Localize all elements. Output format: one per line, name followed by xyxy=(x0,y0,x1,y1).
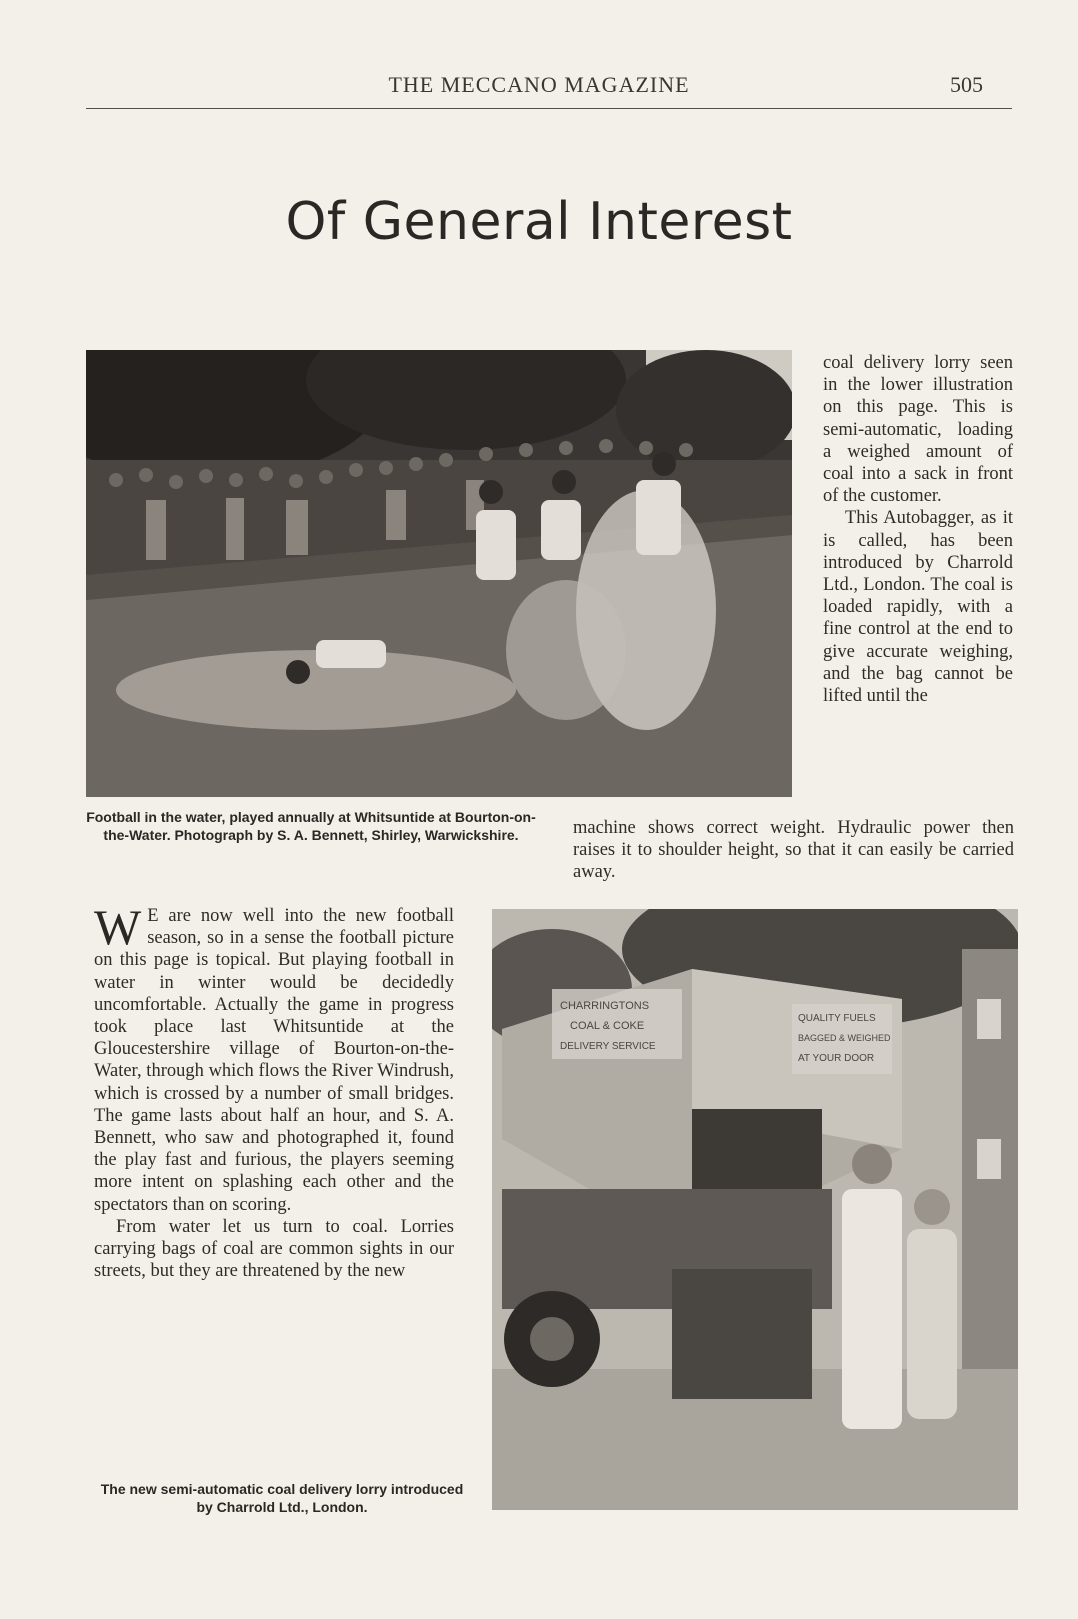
lorry-sign-right-mid: BAGGED & WEIGHED xyxy=(798,1033,891,1043)
page-number: 505 xyxy=(950,72,983,97)
coal-lorry-photo-drawing xyxy=(492,909,1018,1510)
football-photo-drawing xyxy=(86,350,792,797)
article-paragraph: coal delivery lorry seen in the lower illustration on this page. This is semi-automatic, loading a weighed amount of coal into a sack in front of the customer. xyxy=(823,353,1013,507)
lorry-sign-left-mid: COAL & COKE xyxy=(570,1020,645,1032)
article-paragraph: From water let us turn to coal. Lorries carrying bags of coal are common sights in our streets, but they are threatened by the new xyxy=(94,1216,454,1282)
lorry-sign-right-bottom: AT YOUR DOOR xyxy=(798,1053,875,1064)
article-column-left xyxy=(94,899,454,1282)
article-paragraph: This Autobagger, as it is called, has been introduced by Charrold Ltd., London. The coal is loaded rapidly, with a fine control at the end to give accurate weighing, and the bag cannot be lifted until the xyxy=(823,508,1013,707)
article-paragraph xyxy=(94,899,454,1216)
coal-lorry-photo xyxy=(492,909,1018,1510)
article-column-right-narrow xyxy=(823,352,1013,707)
football-photo-caption: Football in the water, played annually at Whitsuntide at Bourton-on-the-Water. Photograph by S. A. Bennett, Shirley, Warwickshire. xyxy=(86,809,536,843)
coal-lorry-photo-caption: The new semi-automatic coal delivery lorry introduced by Charrold Ltd., London. xyxy=(100,1481,464,1515)
article-paragraph-continued: machine shows correct weight. Hydraulic power then raises it to shoulder height, so that it can easily be carried away. xyxy=(573,818,1014,883)
article-column-right-wide xyxy=(573,817,1014,884)
magazine-name: THE MECCANO MAGAZINE xyxy=(388,72,690,97)
page-title: Of General Interest xyxy=(285,192,793,252)
article-paragraph-text: E are now well into the new football season, so in a sense the football picture on this page is topical. But playing football in water in winter would be decidedly uncomfortable. Actually the game in progress took place last Whitsuntide at the Gloucestershire village of Bourton-on-the-Water, through which flows the River Windrush, which is crossed by a number of small bridges. The game lasts about half an hour, and S. A. Bennett, who saw and photographed it, found the play fast and furious, the players seeming more intent on splashing each other and the spectators than on scoring. xyxy=(94,906,454,1215)
lorry-sign-left-top: CHARRINGTONS xyxy=(560,1000,650,1012)
lorry-sign-right-top: QUALITY FUELS xyxy=(798,1013,876,1024)
football-photo xyxy=(86,350,792,797)
header-rule xyxy=(86,108,1012,109)
running-head xyxy=(0,72,1078,102)
drop-cap: W xyxy=(94,899,142,955)
lorry-sign-left-bottom: DELIVERY SERVICE xyxy=(560,1041,656,1052)
